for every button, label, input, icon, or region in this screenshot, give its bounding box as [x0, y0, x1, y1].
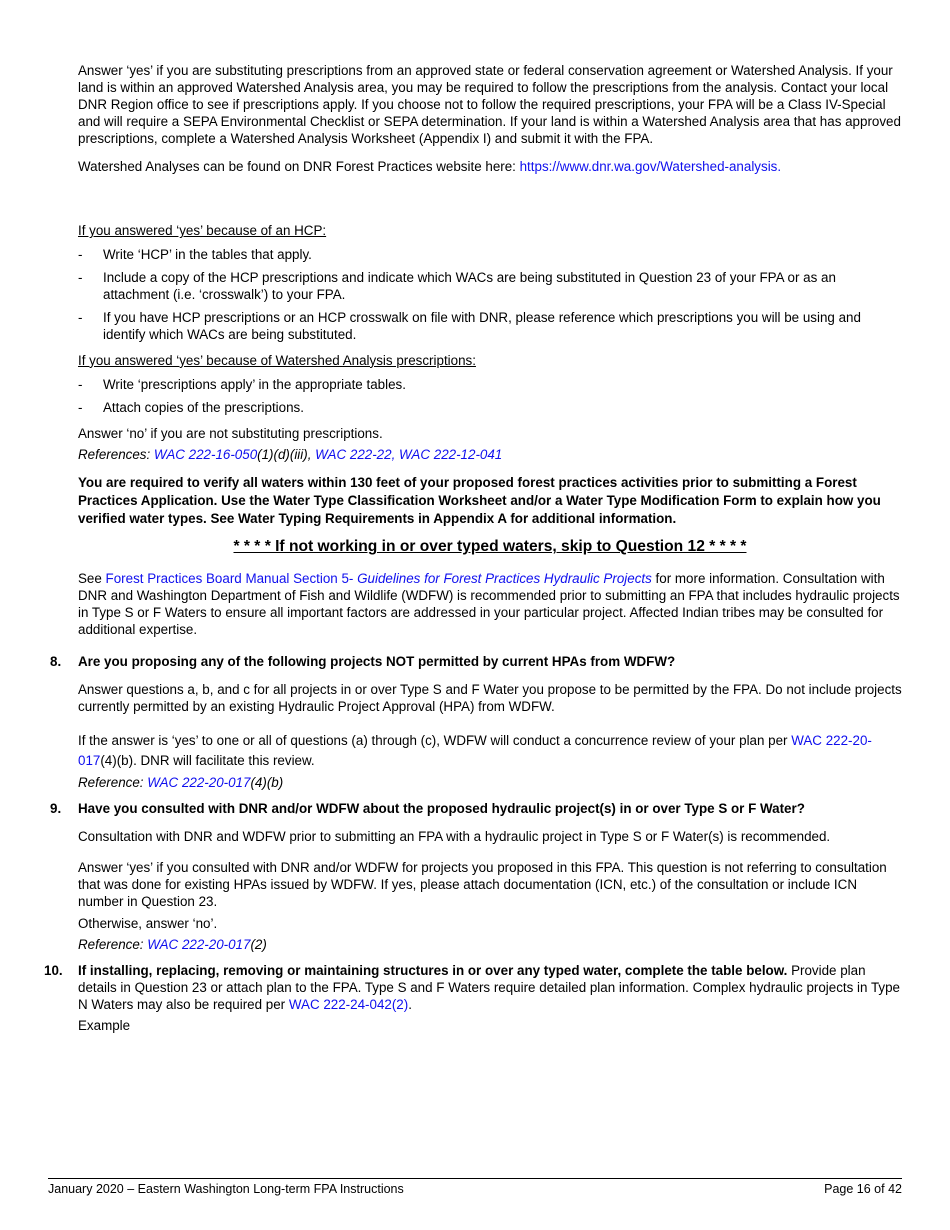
watershed-subheading: If you answered ‘yes’ because of Watershed Analysis prescriptions: — [78, 352, 476, 368]
dash-bullet: - — [78, 376, 83, 392]
q8-para2-pre: If the answer is ‘yes’ to one or all of questions (a) through (c), WDFW will conduct a concurrence review of your plan per — [78, 732, 792, 748]
watershed-line-text: Watershed Analyses can be found on DNR Forest Practices website here: — [78, 158, 520, 174]
question-10-title: If installing, replacing, removing or maintaining structures in or over any typed water, complete the table below. — [78, 963, 788, 978]
list-item-text: Write ‘HCP’ in the tables that apply. — [103, 247, 312, 263]
hcp-instruction-list — [78, 247, 902, 344]
dash-bullet: - — [78, 247, 83, 263]
question-8-reference — [78, 775, 902, 792]
question-8-paragraph-2 — [78, 731, 902, 771]
hydraulic-pre-text: See — [78, 571, 106, 587]
board-manual-section5-link[interactable] — [106, 571, 652, 586]
list-item — [78, 310, 902, 344]
example-label: Example — [78, 1017, 131, 1033]
wac-222-20-017-link[interactable]: WAC 222-20-017 — [147, 937, 251, 953]
dash-bullet: - — [78, 399, 83, 415]
references-label: References: — [78, 446, 154, 462]
wac-222-22-link[interactable]: WAC 222-22, — [315, 446, 396, 462]
q9-reference-suffix: (2) — [250, 937, 267, 953]
answer-no-line: Answer ‘no’ if you are not substituting prescriptions. — [78, 425, 383, 441]
list-item — [78, 377, 902, 394]
watershed-instruction-list — [78, 377, 902, 417]
dash-bullet: - — [78, 270, 83, 286]
question-8 — [50, 654, 902, 792]
dash-bullet: - — [78, 310, 83, 326]
q8-para2-post: (4)(b). DNR will facilitate this review. — [100, 752, 315, 768]
wac-222-20-017-link[interactable]: WAC 222-20-017 — [147, 774, 251, 790]
wac-222-24-042-link[interactable]: WAC 222-24-042(2) — [288, 996, 409, 1012]
intro-paragraph: Answer ‘yes’ if you are substituting prescriptions from an approved state or federal conservation agreement or Watershed Analysis. If your land is within an approved Watershed Analysis area, you may be required to follow the prescriptions from the analysis. Contact your local DNR Region office to see if prescriptions apply. If you choose not to follow the required prescriptions, your FPA will be a Class IV-Special and will require a SEPA Environmental Checklist or SEPA determination. If your land is within a Watershed Analysis area that has approved prescriptions, complete a Watershed Analysis Worksheet (Appendix I) and submit it with the FPA. — [78, 63, 901, 146]
verify-waters-paragraph: You are required to verify all waters within 130 feet of your proposed forest practices activities prior to submitting a Forest Practices Application. Use the Water Type Classification Worksheet and/or a Water Type Modification Form to explain how you verified water types. See Water Typing Requirements in Appendix A for additional information. — [78, 475, 881, 527]
list-item-text: If you have HCP prescriptions or an HCP crosswalk on file with DNR, please reference which prescriptions you will be using and identify which WACs are being substituted. — [103, 310, 861, 342]
q10-body-pre: Provide plan details in Question 23 or attach plan to the FPA. Type S and F Waters require detailed plan information. Complex hydraulic projects in Type N Waters may also be required per — [78, 963, 900, 1012]
page-footer — [48, 1178, 902, 1197]
references-line — [78, 447, 902, 464]
question-9-paragraph-2: Answer ‘yes’ if you consulted with DNR and/or WDFW for projects you proposed in this FPA. This question is not referring to consultation that was done for existing HPAs issued by WDFW. If yes, please attach documentation (ICN, etc.) of the consultation or include ICN number in Question 23. — [78, 860, 887, 910]
list-item — [78, 247, 902, 264]
hydraulic-info-paragraph — [78, 571, 902, 639]
list-item-text: Include a copy of the HCP prescriptions and indicate which WACs are being substituted in Question 23 of your FPA or as an attachment (i.e. ‘crosswalk’) to your FPA. — [103, 270, 836, 303]
q10-body-post: . — [408, 996, 412, 1012]
question-9-title: Have you consulted with DNR and/or WDFW about the proposed hydraulic project(s) in or over Type S or F Water? — [78, 800, 805, 816]
q8-reference-suffix: (4)(b) — [250, 774, 284, 790]
question-10-number: 10. — [44, 963, 63, 978]
list-item — [78, 400, 902, 417]
watershed-analysis-link[interactable]: https://www.dnr.wa.gov/Watershed-analysis. — [519, 158, 782, 174]
question-9-paragraph-3: Otherwise, answer ‘no’. — [78, 916, 218, 932]
question-8-number: 8. — [50, 654, 62, 670]
q8-reference-label: Reference: — [78, 774, 148, 790]
question-9-number: 9. — [50, 800, 62, 816]
skip-instruction-heading: * * * * If not working in or over typed waters, skip to Question 12 * * * * — [233, 538, 747, 556]
hcp-subheading: If you answered ‘yes’ because of an HCP: — [78, 223, 327, 239]
board-manual-link-plain: Forest Practices Board Manual Section 5- — [105, 571, 358, 587]
references-plain-1: (1)(d)(iii), — [257, 446, 316, 462]
watershed-link-line — [78, 159, 902, 176]
question-10 — [44, 963, 902, 1035]
wac-222-16-050-link[interactable]: WAC 222-16-050 — [153, 446, 258, 462]
q9-reference-label: Reference: — [78, 937, 148, 953]
wac-222-20-017-link[interactable]: WAC 222-20-017 — [78, 732, 872, 768]
question-10-body — [78, 963, 902, 1014]
question-9-paragraph-1: Consultation with DNR and WDFW prior to submitting an FPA with a hydraulic project in Type S or F Water(s) is recommended. — [78, 828, 831, 844]
footer-page-number: Page 16 of 42 — [824, 1182, 902, 1196]
page-content — [44, 63, 902, 1044]
question-8-paragraph-1: Answer questions a, b, and c for all projects in or over Type S and F Water you propose to be permitted by the FPA. Do not include projects currently permitted by an existing Hydraulic Project Approval (HPA) from WDFW. — [78, 681, 902, 714]
list-item-text: Attach copies of the prescriptions. — [103, 399, 304, 415]
list-item-text: Write ‘prescriptions apply’ in the appropriate tables. — [103, 376, 406, 392]
question-8-title: Are you proposing any of the following projects NOT permitted by current HPAs from WDFW? — [78, 654, 676, 670]
wac-222-12-041-link[interactable]: WAC 222-12-041 — [399, 446, 503, 462]
list-item — [78, 270, 902, 304]
board-manual-link-italic: Guidelines for Forest Practices Hydraulic Projects — [357, 571, 652, 587]
question-9 — [50, 800, 902, 954]
hydraulic-post-text: for more information. Consultation with DNR and Washington Department of Fish and Wildlife (WDFW) is recommended prior to submitting an FPA that includes hydraulic projects in Type S or F Waters to ensure all important factors are addressed in your particular project. Affected Indian tribes may be consulted for additional expertise. — [78, 571, 900, 638]
footer-doc-title: January 2020 – Eastern Washington Long-term FPA Instructions — [48, 1182, 404, 1196]
question-9-reference — [78, 937, 902, 954]
